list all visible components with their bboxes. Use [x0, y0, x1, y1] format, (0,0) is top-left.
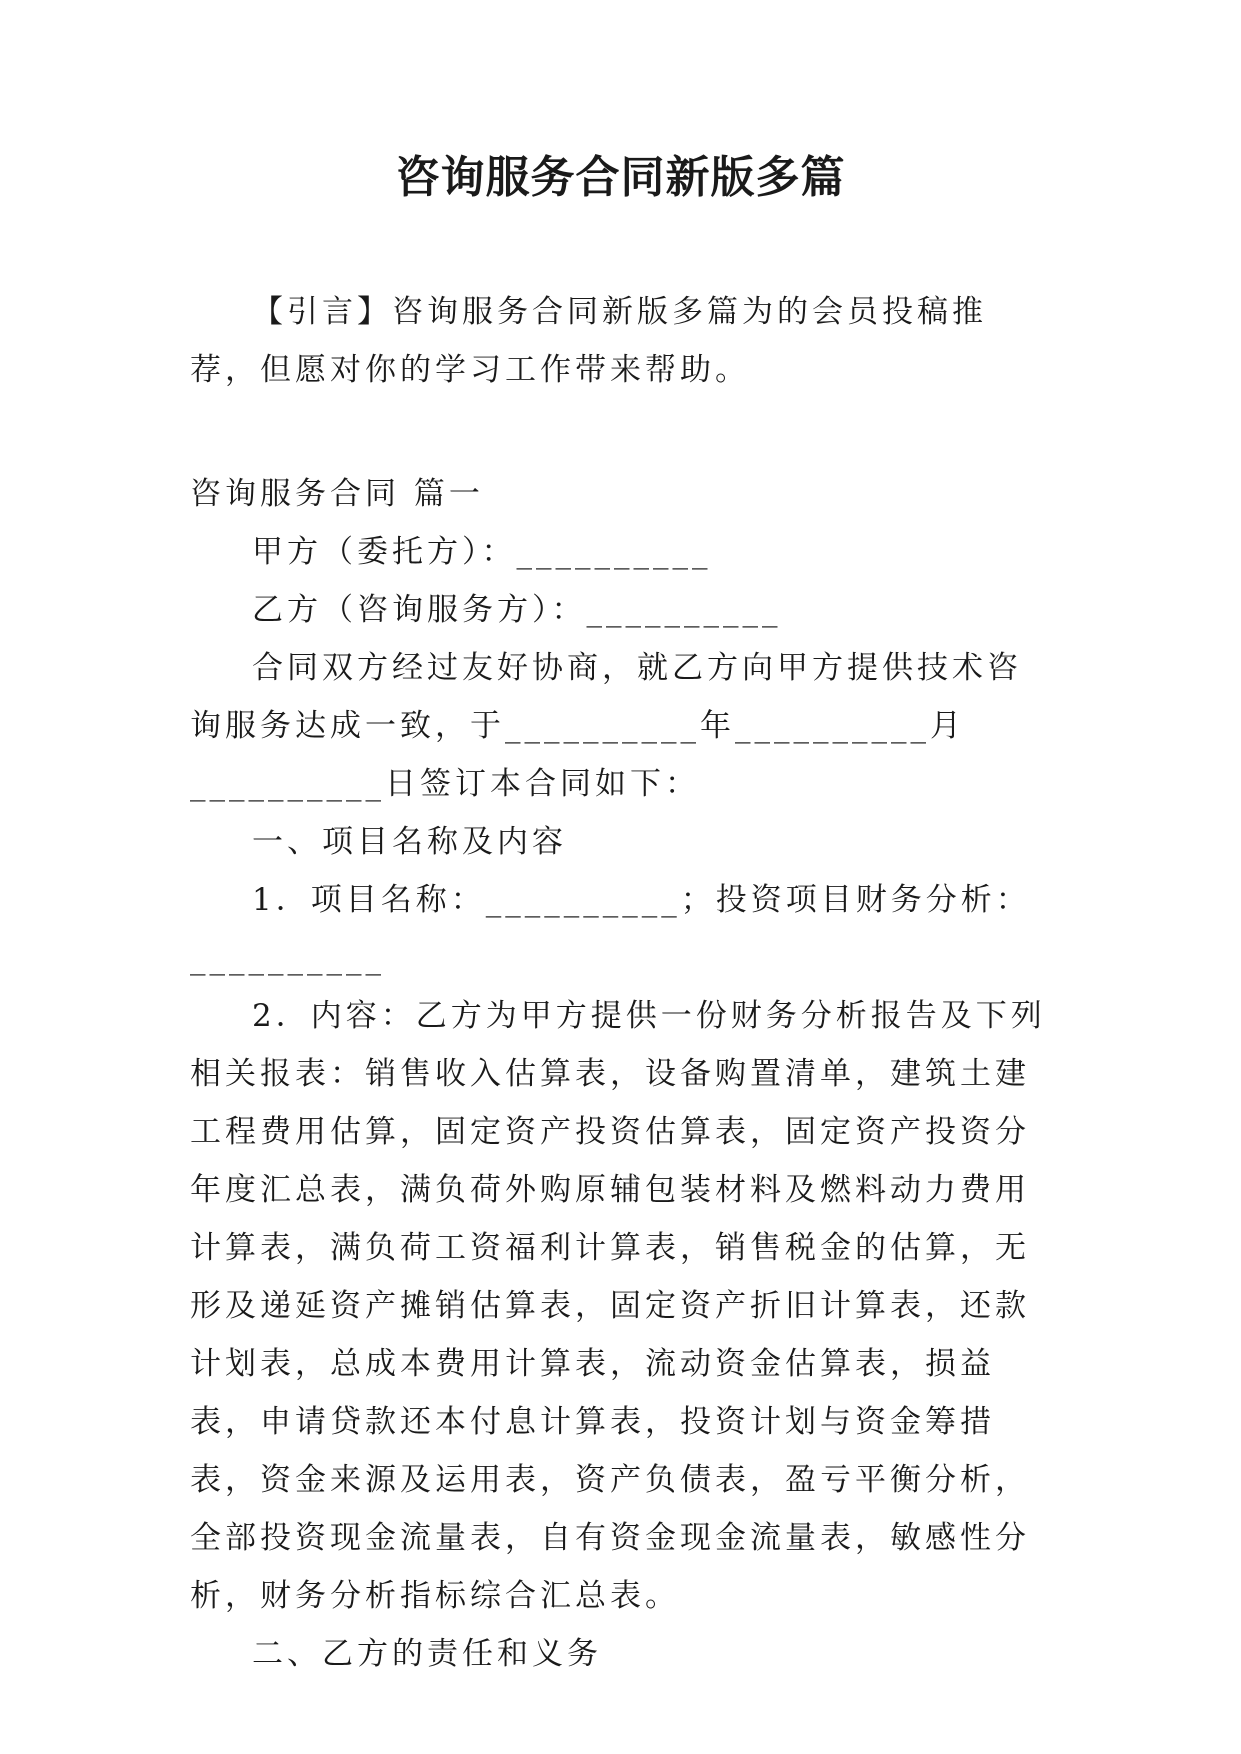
heading-obligations: 二、乙方的责任和义务 — [252, 1636, 602, 1672]
heading-project: 一、项目名称及内容 — [252, 824, 567, 860]
party-a-line: 甲方（委托方）：__________ — [252, 534, 712, 570]
document-title: 咨询服务合同新版多篇 — [395, 152, 846, 203]
agreement-paragraph: 合同双方经过友好协商，就乙方向甲方提供技术咨询服务达成一致，于__________年__________月__________日签订本合同如下： — [190, 650, 1022, 802]
document-body — [190, 283, 1050, 1683]
item-project-name: 1．项目名称：__________；投资项目财务分析：__________ — [190, 882, 1031, 976]
intro-paragraph: 【引言】咨询服务合同新版多篇为的会员投稿推荐，但愿对你的学习工作带来帮助。 — [190, 294, 987, 388]
section-title: 咨询服务合同 篇一 — [190, 476, 484, 512]
item-content: 2．内容：乙方为甲方提供一份财务分析报告及下列相关报表：销售收入估算表，设备购置清单，建筑土建工程费用估算，固定资产投资估算表，固定资产投资分年度汇总表，满负荷外购原辅包装材料及燃料动力费用计算表，满负荷工资福利计算表，销售税金的估算，无形及递延资产摊销估算表，固定资产折旧计算表，还款计划表，总成本费用计算表，流动资金估算表，损益表，申请贷款还本付息计算表，投资计划与资金筹措表，资金来源及运用表，资产负债表，盈亏平衡分析，全部投资现金流量表，自有资金现金流量表，敏感性分析，财务分析指标综合汇总表。 — [190, 998, 1046, 1614]
party-b-line: 乙方（咨询服务方）：__________ — [252, 592, 782, 628]
